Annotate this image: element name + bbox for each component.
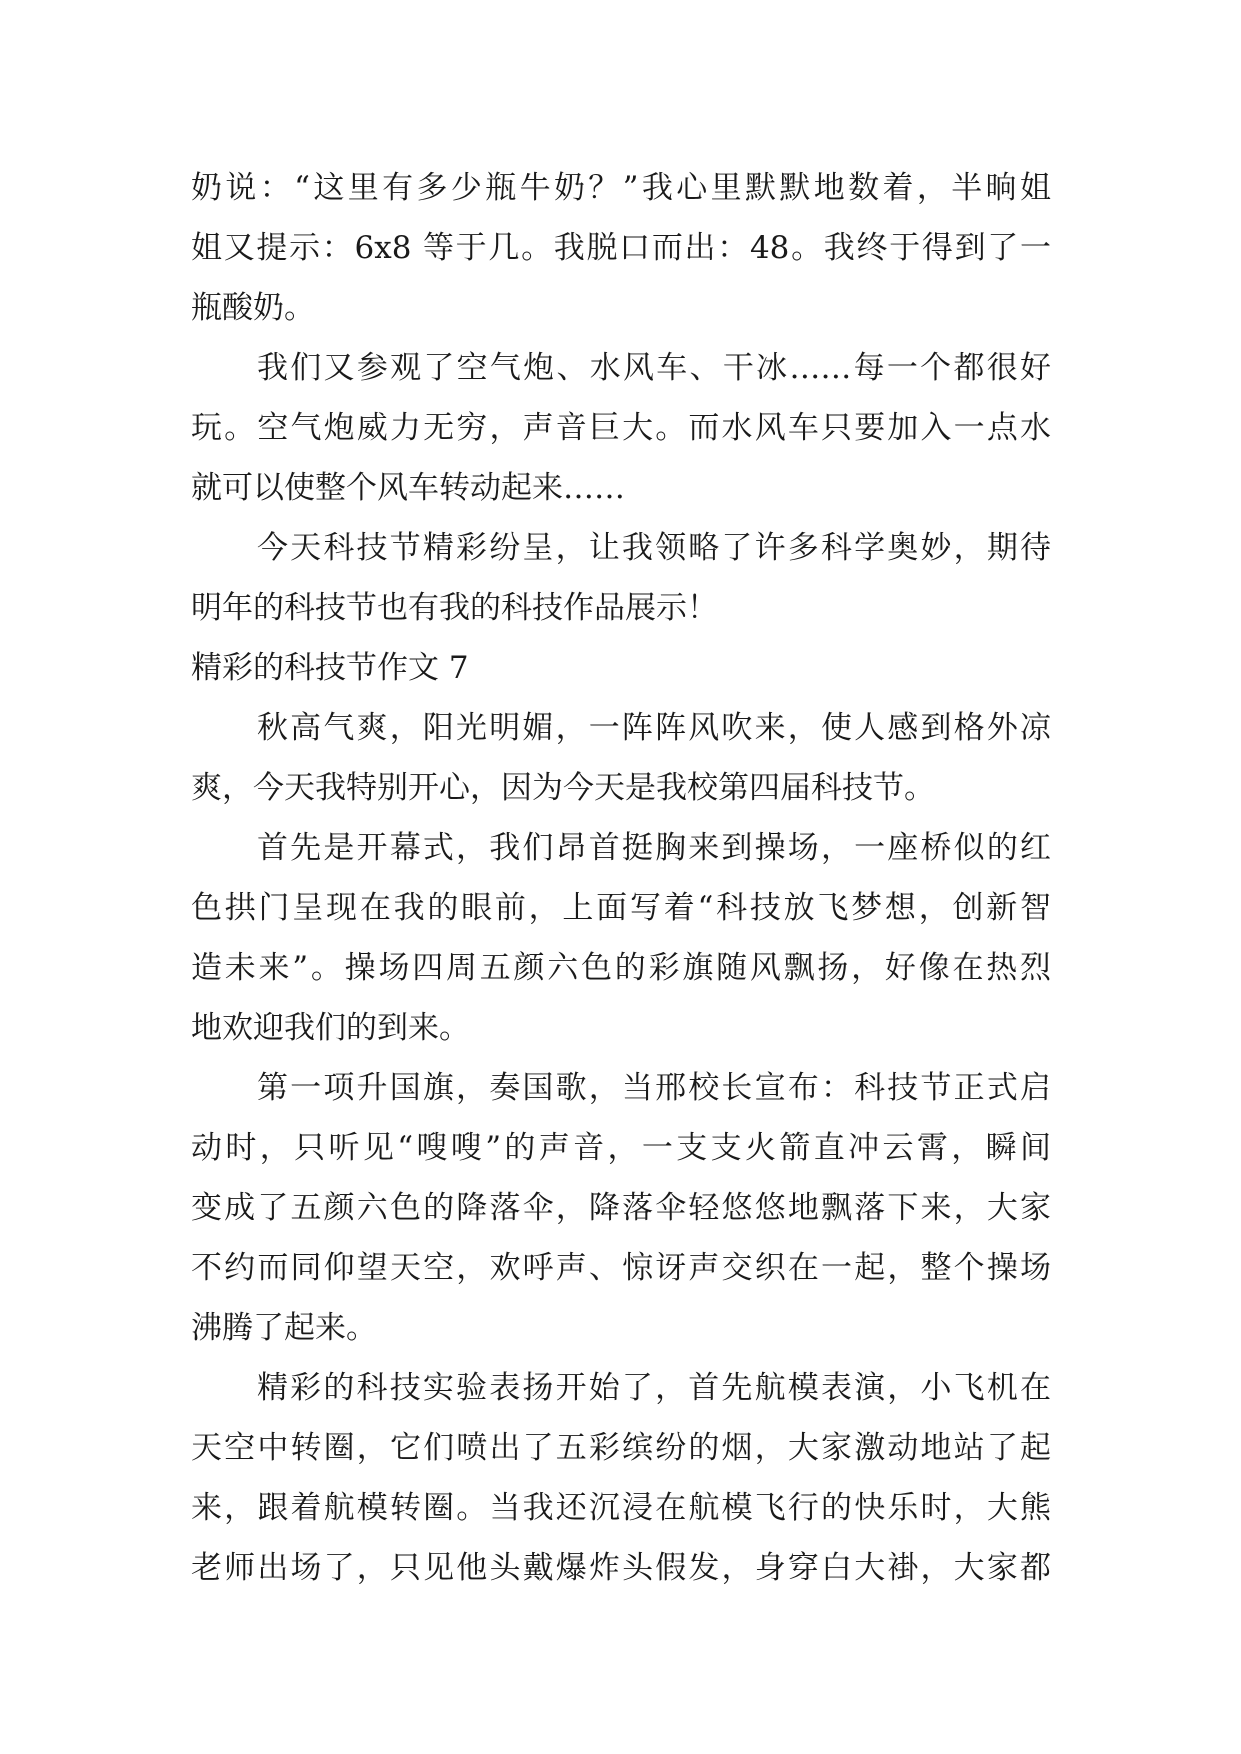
paragraph-line: 明年的科技节也有我的科技作品展示！: [191, 590, 718, 626]
paragraph-line: 色拱门呈现在我的眼前，上面写着“科技放飞梦想，创新智: [191, 890, 1051, 926]
paragraph-line: 玩。空气炮威力无穷，声音巨大。而水风车只要加入一点水: [191, 410, 1051, 446]
paragraph-line: 奶说：“这里有多少瓶牛奶？”我心里默默地数着，半晌姐: [191, 170, 1051, 206]
paragraph-line: 不约而同仰望天空，欢呼声、惊讶声交织在一起，整个操场: [191, 1250, 1051, 1286]
section-heading: 精彩的科技节作文 7: [191, 650, 469, 686]
paragraph-line: 造未来”。操场四周五颜六色的彩旗随风飘扬，好像在热烈: [191, 950, 1051, 986]
paragraph-line: 沸腾了起来。: [191, 1310, 377, 1346]
paragraph-line: 姐又提示：6x8 等于几。我脱口而出：48。我终于得到了一: [191, 230, 1051, 266]
paragraph-line: 就可以使整个风车转动起来……: [191, 470, 625, 506]
paragraph-line: 精彩的科技实验表扬开始了，首先航模表演，小飞机在: [257, 1370, 1051, 1406]
paragraph-line: 首先是开幕式，我们昂首挺胸来到操场，一座桥似的红: [257, 830, 1051, 866]
paragraph-line: 变成了五颜六色的降落伞，降落伞轻悠悠地飘落下来，大家: [191, 1190, 1051, 1226]
paragraph-line: 今天科技节精彩纷呈，让我领略了许多科学奥妙，期待: [257, 530, 1051, 566]
document-body: [191, 158, 1051, 1598]
paragraph-line: 天空中转圈，它们喷出了五彩缤纷的烟，大家激动地站了起: [191, 1430, 1051, 1466]
paragraph-line: 来，跟着航模转圈。当我还沉浸在航模飞行的快乐时，大熊: [191, 1490, 1051, 1526]
paragraph-line: 瓶酸奶。: [191, 290, 315, 326]
paragraph-line: 秋高气爽，阳光明媚，一阵阵风吹来，使人感到格外凉: [257, 710, 1051, 746]
paragraph-line: 我们又参观了空气炮、水风车、干冰……每一个都很好: [257, 350, 1051, 386]
paragraph-line: 老师出场了，只见他头戴爆炸头假发，身穿白大褂，大家都: [191, 1550, 1051, 1586]
paragraph-line: 第一项升国旗，奏国歌，当邢校长宣布：科技节正式启: [257, 1070, 1051, 1106]
paragraph-line: 动时，只听见“嗖嗖”的声音，一支支火箭直冲云霄，瞬间: [191, 1130, 1051, 1166]
paragraph-line: 爽，今天我特别开心，因为今天是我校第四届科技节。: [191, 770, 935, 806]
paragraph-line: 地欢迎我们的到来。: [191, 1010, 470, 1046]
